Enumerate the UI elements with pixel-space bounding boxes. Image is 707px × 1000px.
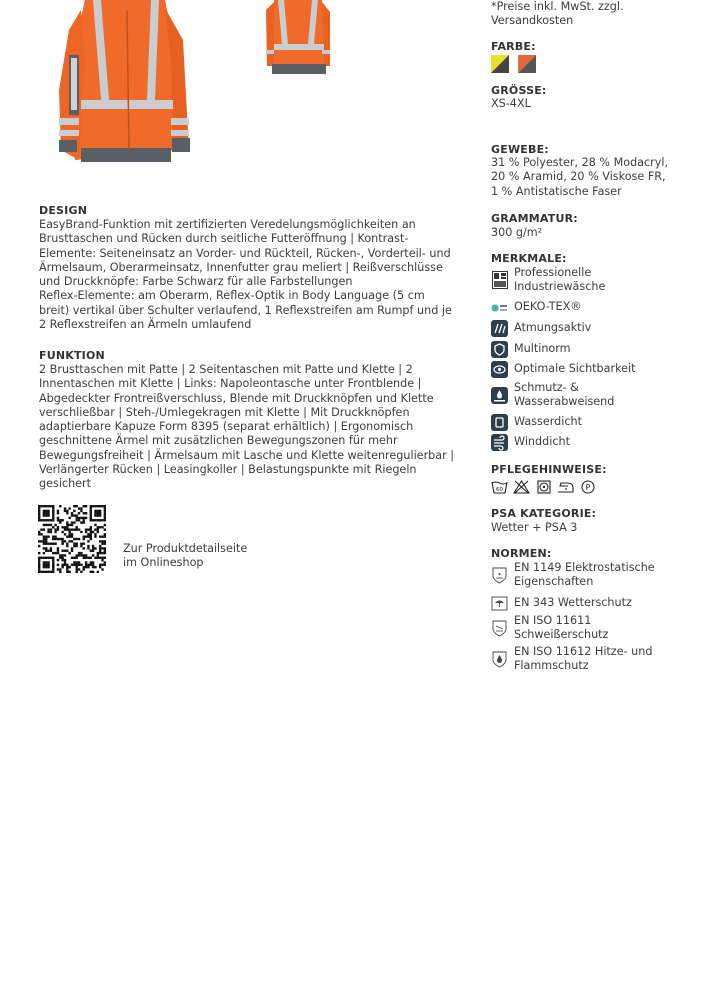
product-image-front: [55, 0, 195, 170]
dirt-water-repellent-icon: [491, 387, 508, 404]
merkmal-item: [491, 361, 681, 378]
color-swatches: [491, 55, 681, 73]
merkmal-label: Professionelle Industriewäsche: [514, 266, 606, 294]
gewebe-value: 31 % Polyester, 28 % Modacryl, 20 % Aramid, 20 % Viskose FR, 1 % Antistatische Faser: [491, 156, 669, 198]
norm-label: EN ISO 11612 Hitze- und Flammschutz: [514, 645, 653, 673]
funktion-heading: FUNKTION: [39, 349, 105, 362]
industrial-wash-icon: [491, 272, 508, 289]
grammatur-heading: GRAMMATUR:: [491, 212, 578, 225]
design-text: [39, 218, 457, 332]
normen-heading: NORMEN:: [491, 547, 552, 560]
norm-item: [491, 595, 681, 612]
no-bleach-icon: [513, 479, 530, 494]
norm-item: [491, 645, 681, 674]
farbe-heading: FARBE:: [491, 40, 536, 53]
color-swatch-gelb-anthrazit[interactable]: [491, 55, 509, 73]
en1149-icon: [491, 567, 508, 584]
norm-item: [491, 614, 681, 643]
grammatur-value: 300 g/m²: [491, 226, 543, 239]
design-reflex: Reflex-Elemente: am Oberarm, Reflex-Optik in Body Language (5 cm breit) vertikal über Schulter verlaufend, 1 Reflexstreifen am Rumpf und je 2 Reflexstreifen an Ärmeln umlaufend: [39, 289, 452, 332]
gewebe-heading: GEWEBE:: [491, 143, 549, 156]
merkmal-item: [491, 299, 681, 316]
wash-temp-label: 60: [496, 486, 503, 493]
psa-heading: PSA KATEGORIE:: [491, 507, 597, 520]
merkmal-item: [491, 381, 681, 410]
norm-label: EN 343 Wetterschutz: [514, 596, 632, 610]
funktion-text: 2 Brusttaschen mit Patte | 2 Seitentaschen mit Patte und Klette | 2 Innentaschen mit Klette | Links: Napoleontasche unter Frontblende | Abgedeckter Frontreißverschluss, Blende mit Druckknöpfen und Klette verschließbar | Steh-/Umlegekragen mit Klette | Mit Druckknöpfen adaptierbare Kapuze Form 8395 (separat erhältlich) | Ergonomisch geschnittene Ärmel mit zusätzlichen Bewegungszonen für mehr Bewegungsfreiheit | Ärmelsaum mit Lasche und Klette weitenregulierbar | Verlängerter Rücken | Leasingkoller | Belastungspunkte mit Riegeln gesichert: [39, 363, 455, 491]
norm-label: EN 1149 Elektrostatische Eigenschaften: [514, 561, 655, 589]
merkmal-item: [491, 414, 681, 431]
en343-icon: [491, 595, 508, 612]
merkmal-label: Optimale Sichtbarkeit: [514, 362, 636, 376]
price-note: *Preise inkl. MwSt. zzgl. Versandkosten: [491, 0, 624, 28]
dry-clean-letter: P: [585, 482, 590, 492]
dry-clean-p-icon: [579, 479, 596, 494]
merkmal-label: Winddicht: [514, 435, 570, 449]
visibility-icon: [491, 361, 508, 378]
merkmale-heading: MERKMALE:: [491, 252, 567, 265]
qr-caption: Zur Produktdetailseite im Onlineshop: [123, 542, 248, 570]
design-heading: DESIGN: [39, 204, 88, 217]
tumble-dry-icon: [535, 479, 552, 494]
merkmal-label: Wasserdicht: [514, 415, 582, 429]
oeko-tex-icon: [491, 299, 508, 316]
merkmal-item: [491, 266, 681, 295]
merkmal-label: OEKO-TEX®: [514, 300, 582, 314]
psa-value: Wetter + PSA 3: [491, 521, 578, 534]
windproof-icon: [491, 434, 508, 451]
norm-label: EN ISO 11611 Schweißerschutz: [514, 614, 609, 642]
groesse-heading: GRÖSSE:: [491, 84, 547, 97]
merkmal-label: Schmutz- & Wasserabweisend: [514, 381, 615, 409]
design-description: EasyBrand-Funktion mit zertifizierten Veredelungsmöglichkeiten an Brusttaschen und Rücken durch seitliche Futteröffnung | Kontrast-Elemente: Seiteneinsatz an Vorder- und Rückteil, Rücken-, Vorderteil- und Ärmelsaum, Oberarmeinsatz, Innenfutter grau meliert | Reißverschlüsse und Druckknöpfe: Farbe Schwarz für alle Farbstellungen: [39, 218, 451, 289]
merkmal-item: [491, 341, 681, 358]
color-swatch-orange-anthrazit[interactable]: [518, 55, 536, 73]
iron-icon: [557, 479, 574, 494]
merkmal-item: [491, 320, 681, 337]
pflege-heading: PFLEGEHINWEISE:: [491, 463, 607, 476]
en11611-icon: [491, 620, 508, 637]
waterproof-icon: [491, 414, 508, 431]
product-image-back: [264, 0, 332, 80]
en11612-icon: [491, 651, 508, 668]
merkmal-label: Multinorm: [514, 342, 571, 356]
merkmal-item: [491, 434, 681, 451]
breathable-icon: [491, 320, 508, 337]
care-symbols: [491, 479, 681, 495]
norm-item: [491, 561, 681, 590]
merkmal-label: Atmungsaktiv: [514, 321, 592, 335]
multinorm-icon: [491, 341, 508, 358]
qr-code[interactable]: [38, 505, 106, 573]
groesse-value: XS-4XL: [491, 97, 531, 110]
wash-60-icon: [491, 479, 508, 494]
